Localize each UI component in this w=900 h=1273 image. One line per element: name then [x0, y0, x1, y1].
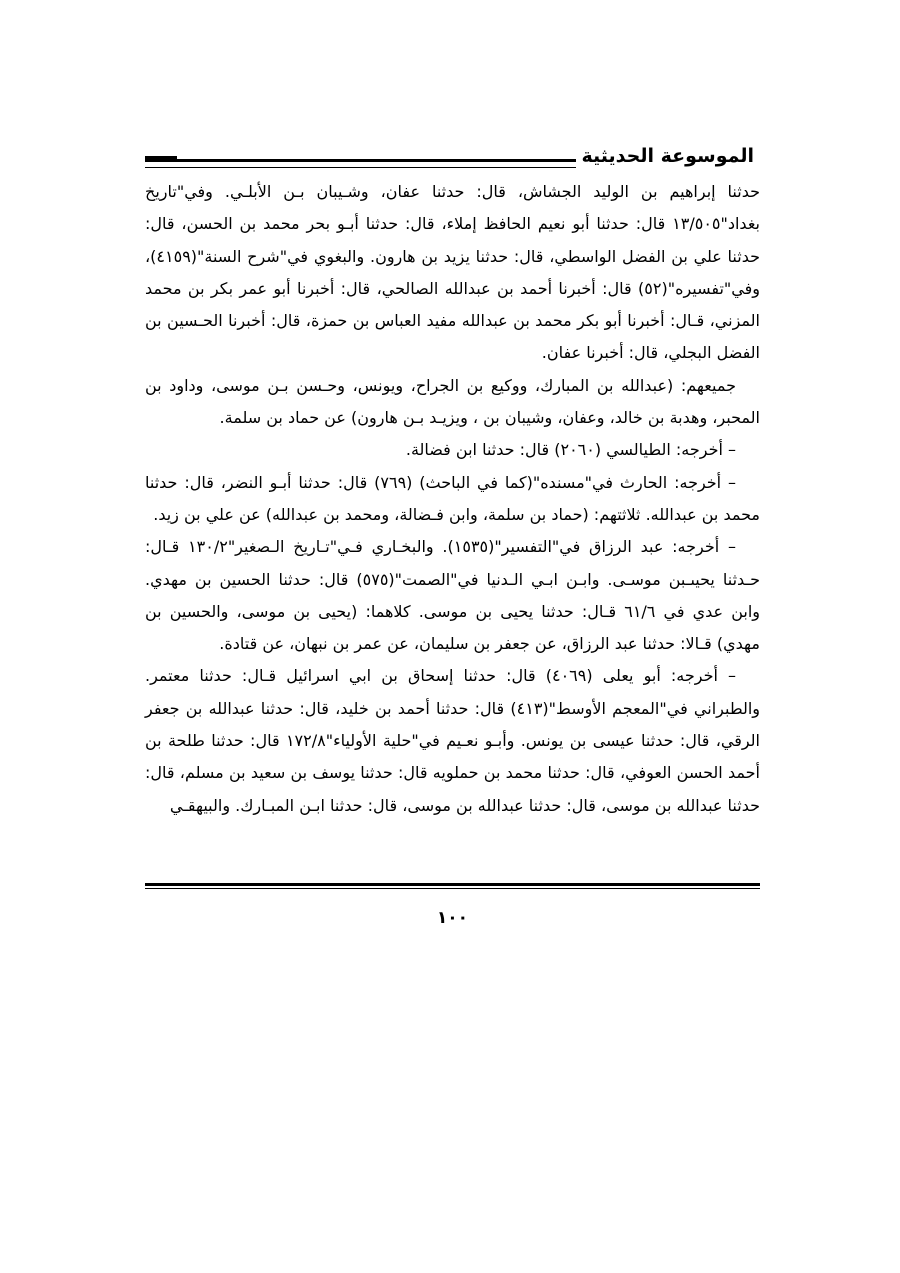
running-header	[145, 138, 760, 178]
paragraph: – أخرجه: الطيالسي (٢٠٦٠) قال: حدثنا ابن فضالة.	[405, 440, 736, 460]
paragraph: حدثنا إبراهيم بن الوليد الجشاش، قال: حدثنا عفان، وشـيبان بـن الأبلـي. وفي"تاريخ بغداد"١٣/٥٠٥ قال: حدثنا أبو نعيم الحافظ إملاء، قال: حدثنا أبـو بحر محمد بن الحسن، قال: حدثنا علي بن الفضل الواسطي، قال: حدثنا يزيد بن هارون. والبغوي في"شرح السنة"(٤١٥٩)، وفي"تفسيره"(٥٢) قال: أخبرنا أحمد بن عبدالله الصالحي، قال: أخبرنا أبو عمر بكر بن محمد المزني، قـال: أخبرنا أبو بكر محمد بن عبدالله مفيد العباس بن حمزة، قال: أخبرنا الحـسين بن الفضل البجلي، قال: أخبرنا عفان.	[145, 182, 760, 363]
footer-rule-thin	[145, 888, 760, 889]
footer-rule	[145, 883, 760, 889]
header-rule-left-accent	[145, 156, 177, 160]
page-number: ١٠٠	[436, 908, 469, 928]
body-text	[145, 176, 760, 822]
paragraph: – أخرجه: عبد الرزاق في"التفسير"(١٥٣٥). والبخـاري فـي"تـاريخ الـصغير"١٣٠/٢ قـال: حـدثنا يحيىـبن موسـى. وابـن ابـي الـدنيا في"الصمت"(٥٧٥) قال: حدثنا الحسين بن مهدي. وابن عدي في ٦١/٦ قـال: حدثنا يحيى بن موسى. كلاهما: (يحيى بن موسى، والحسين بن مهدي) قـالا: حدثنا عبد الرزاق، عن جعفر بن سليمان، عن عمر بن نبهان، عن قتادة.	[145, 537, 761, 654]
paragraph: جميعهم: (عبدالله بن المبارك، ووكيع بن الجراح، ويونس، وحـسن بـن موسى، وداود بن المحبر، وهدبة بن خالد، وعفان، وشيبان بن ، ويزيـد بـن هارون) عن حماد بن سلمة.	[145, 375, 760, 428]
footer-rule-thick	[145, 883, 760, 886]
paragraph: – أخرجه: أبو يعلى (٤٠٦٩) قال: حدثنا إسحاق بن ابي اسرائيل قـال: حدثنا معتمر. والطبراني في"المعجم الأوسط"(٤١٣) قال: حدثنا أحمد بن خليد، قال: حدثنا عبدالله بن جعفر الرقي، قال: حدثنا عيسى بن يونس. وأبـو نعـيم في"حلية الأولياء"١٧٢/٨ قال: حدثنا طلحة بن أحمد الحسن العوفي، قال: حدثنا محمد بن حملويه قال: حدثنا يوسف بن سعيد بن مسلم، قال: حدثنا عبدالله بن موسى، قال: حدثنا عبدالله بن موسى، قال: حدثنا ابـن المبـارك. والبيهقـي	[145, 666, 761, 815]
paragraph: – أخرجه: الحارث في"مسنده"(كما في الباحث) (٧٦٩) قال: حدثنا أبـو النضر، قال: حدثنا محمد بن عبدالله. ثلاثتهم: (حماد بن سلمة، وابن فـضالة، ومحمد بن عبدالله) عن علي بن زيد.	[145, 472, 760, 524]
header-title: الموسوعة الحديثية	[576, 142, 761, 170]
document-page	[145, 138, 760, 1238]
